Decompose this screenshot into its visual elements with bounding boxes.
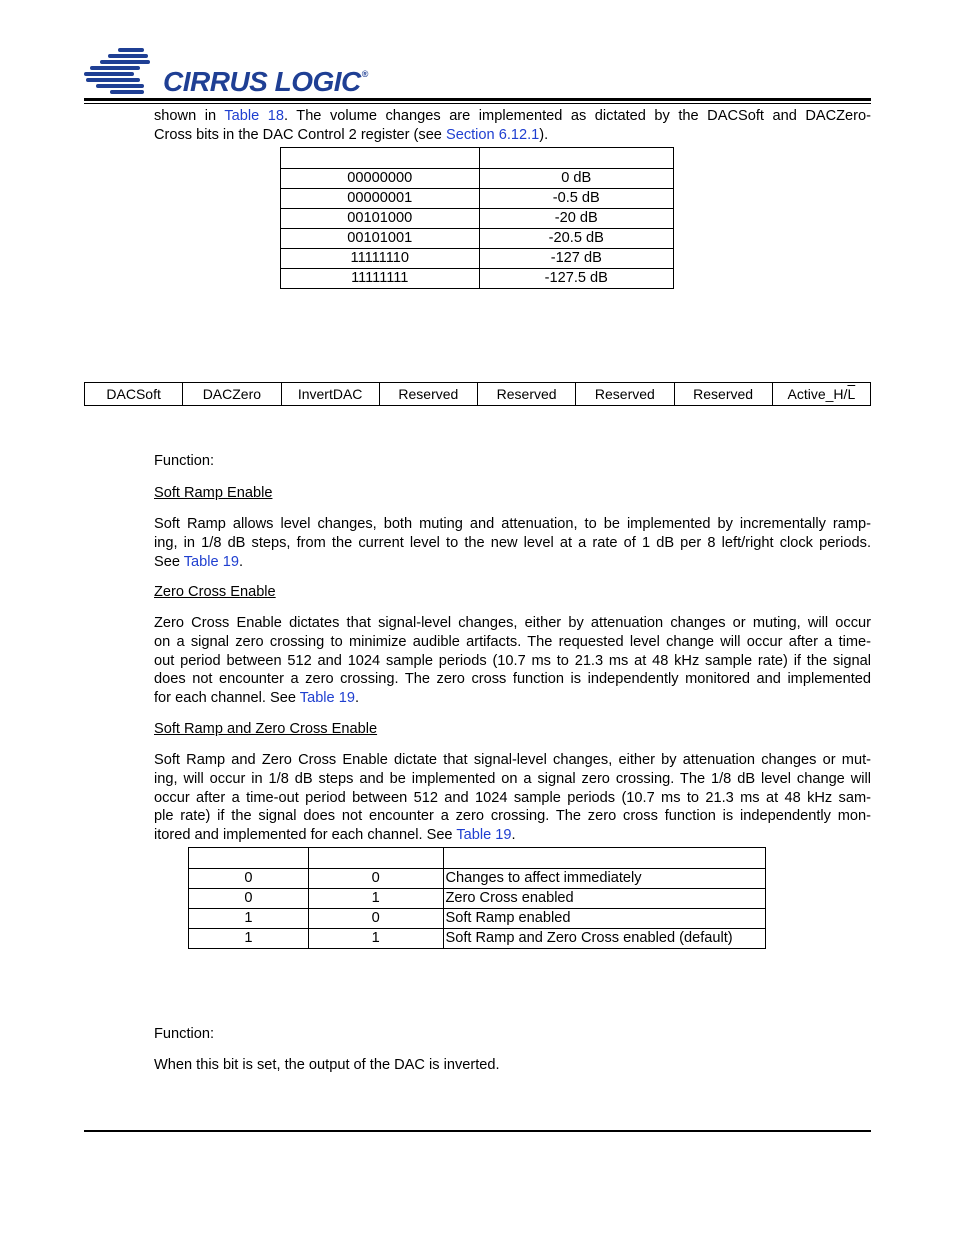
table-row: 11111110 -127 dB xyxy=(281,249,674,269)
bit-reserved: Reserved xyxy=(478,383,576,406)
function-label: Function: xyxy=(154,453,215,469)
table-row: 0 0 Changes to affect immediately xyxy=(189,869,766,889)
soft-ramp-heading: Soft Ramp Enable xyxy=(154,485,273,501)
header-rule-thin xyxy=(84,103,871,104)
section-6-12-1-link[interactable]: Section 6.12.1 xyxy=(445,126,540,143)
table-row: 00000000 0 dB xyxy=(281,169,674,189)
table-row: 1 0 Soft Ramp enabled xyxy=(189,909,766,929)
bit-reserved: Reserved xyxy=(379,383,477,406)
soft-zero-heading: Soft Ramp and Zero Cross Enable xyxy=(154,721,378,737)
table-row: 0 1 Zero Cross enabled xyxy=(189,889,766,909)
table-header-row xyxy=(189,848,766,869)
table-18-link[interactable]: Table 18 xyxy=(224,108,284,124)
table-row: 00000001 -0.5 dB xyxy=(281,189,674,209)
table-row: 11111111 -127.5 dB xyxy=(281,269,674,289)
table-19-link[interactable]: Table 19 xyxy=(456,827,512,844)
function-label: Function: xyxy=(154,1026,215,1042)
zero-cross-heading: Zero Cross Enable xyxy=(154,584,276,600)
cirrus-logic-wordmark: CIRRUS LOGIC® xyxy=(163,66,368,97)
invert-paragraph: When this bit is set, the output of the DAC is inverted. xyxy=(154,1057,500,1073)
mode-table xyxy=(188,847,766,949)
soft-zero-paragraph: Soft Ramp and Zero Cross Enable dictate that signal-level changes, either by attenuation changes or mut- ing, will occur in 1/8 dB steps and be implemented on a signal zero crossing. The 1/8 dB level change will occur after a time-out period between 512 and 1024 sample periods (10.7 ms to 21.3 ms at 48 kHz sam- ple rate) if the signal does not encounter a zero crossing. The zero cross function is independently mon- itored and implemented for each channel. See Table 19. xyxy=(154,752,871,844)
bit-dacsoft: DACSoft xyxy=(85,383,183,406)
cirrus-logic-logo-icon xyxy=(84,46,166,96)
table-row: 1 1 Soft Ramp and Zero Cross enabled (default) xyxy=(189,929,766,949)
table-19-link[interactable]: Table 19 xyxy=(183,553,239,570)
zero-cross-paragraph: Zero Cross Enable dictates that signal-level changes, either by attenuation changes or muting, will occur on a signal zero crossing to minimize audible artifacts. The requested level change will occur after a time- out period between 512 and 1024 sample periods (10.7 ms to 21.3 ms at 48 kHz sample rate) if the signal does not encounter a zero crossing. The zero cross function is independently monitored and implemented for each channel. See Table 19. xyxy=(154,615,871,707)
table-row: 00101001 -20.5 dB xyxy=(281,229,674,249)
table-row: 00101000 -20 dB xyxy=(281,209,674,229)
volume-table xyxy=(280,147,674,289)
bit-reserved: Reserved xyxy=(576,383,674,406)
soft-ramp-paragraph: Soft Ramp allows level changes, both muting and attenuation, to be implemented by incrementally ramp- ing, in 1/8 dB steps, from the current level to the new level at a rate of 1 dB per 8 left/right clock periods. See Table 19. xyxy=(154,516,871,570)
bit-invertdac: InvertDAC xyxy=(281,383,379,406)
table-header-row xyxy=(281,148,674,169)
footer-rule xyxy=(84,1130,871,1132)
table-19-link[interactable]: Table 19 xyxy=(299,690,355,707)
header-rule xyxy=(84,98,871,101)
bit-active-h-l: $Active\_H/\overline{L}$ xyxy=(772,383,870,406)
intro-paragraph: shown in Table 18. The volume changes are implemented as dictated by the DACSoft and DACZero- Cross bits in the DAC Control 2 register (see Section 6.12.1). xyxy=(154,108,872,143)
bit-reserved: Reserved xyxy=(674,383,772,406)
register-bit-map xyxy=(84,382,871,406)
bit-daczero: DACZero xyxy=(183,383,281,406)
